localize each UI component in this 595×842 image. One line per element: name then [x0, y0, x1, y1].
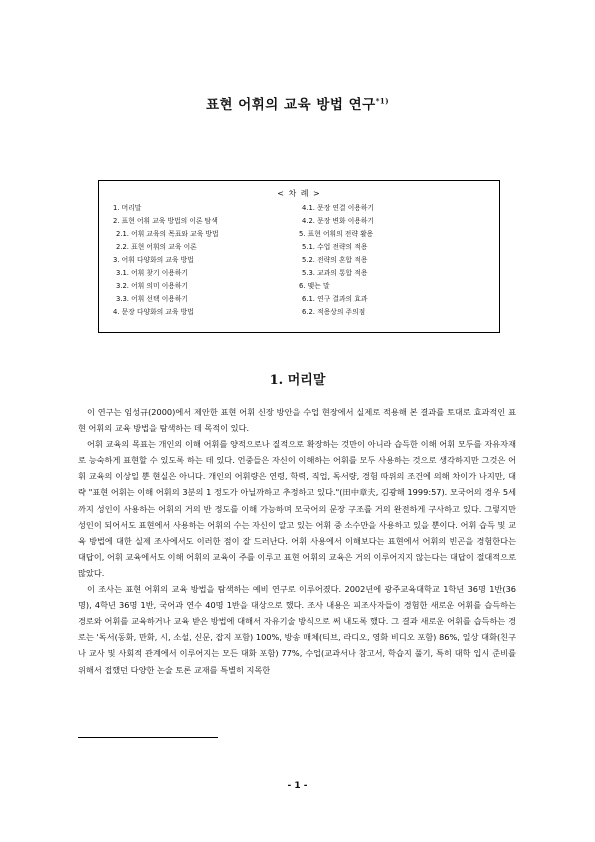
toc-item: 2.1. 어휘 교육의 목표와 교육 방법: [116, 230, 219, 238]
toc-left-column: [113, 202, 219, 319]
toc-right-column: [299, 202, 374, 319]
document-title: [0, 93, 595, 113]
toc-heading: < 차 례 >: [277, 189, 321, 198]
toc-item: 5.1. 수업 전략의 적용: [302, 243, 368, 251]
page-number: - 1 -: [287, 781, 308, 791]
toc-item: 4.2. 문장 변화 이용하기: [302, 217, 374, 225]
toc-item: 5. 표현 어휘의 전략 활용: [299, 230, 374, 238]
footnote-divider: [78, 737, 218, 738]
toc-item: 3. 어휘 다양화의 교육 방법: [113, 256, 194, 264]
paragraph: 이 연구는 임성규(2000)에서 제안한 표현 어휘 신장 방안을 수업 현장에서 실제로 적용해 본 결과를 토대로 효과적인 표현 어휘의 교육 방법을 탐색하는 데 목적이 있다.: [78, 407, 516, 434]
toc-item: 5.2. 전략의 혼합 적용: [302, 256, 368, 264]
toc-item: 3.1. 어휘 찾기 이용하기: [116, 269, 188, 277]
toc-item: 5.3. 교과의 통합 적용: [302, 269, 368, 277]
toc-item: 3.2. 어휘 의미 이용하기: [116, 282, 188, 290]
toc-item: 1. 머리말: [113, 204, 142, 212]
toc-item: 6.2. 적용상의 주의점: [302, 308, 366, 316]
paragraph: 이 조사는 표현 어휘의 교육 방법을 탐색하는 예비 연구로 이루어졌다. 2002년에 광주교육대학교 1학년 36명 1반(36명), 4학년 36명 1반, 국어과 연수 40명 1반을 대상으로 했다. 조사 내용은 피조사자들이 경험한 새로운 어휘를 습득하는 경로와 어휘를 교육하거나 교육 받은 방법에 대해서 자유기술 방식으로 써 내도록 했다. 그 결과 새로운 어휘를 습득하는 경로는 '독서(동화, 만화, 시, 소설, 신문, 잡지 포함) 100%, 방송 매체(티브, 라디오, 영화 비디오 포함) 86%, 일상 대화(친구나 교사 및 사회적 관계에서 이루어지는 모든 대화 포함) 77%, 수업(교과서나 참고서, 학습지 풀기, 특히 대학 입시 준비를 위해서 접했던 다양한 논술 토론 교재를 특별히 지목한: [78, 584, 516, 675]
section-heading: 1. 머리말: [269, 373, 326, 388]
toc-item: 4.1. 문장 연결 이용하기: [302, 204, 374, 212]
title-footnote-mark: *1): [375, 96, 390, 106]
paragraph: 어휘 교육의 목표는 개인의 이해 어휘를 양적으로나 질적으로 확장하는 것만이 아니라 습득한 이해 어휘 모두를 자유자재로 능숙하게 표현할 수 있도록 하는 데 있다. 언중들은 자신이 이해하는 어휘를 모두 사용하는 것으로 생각하지만 그것은 어휘 교육의 이상일 뿐 현실은 아니다. 개인의 어휘량은 연령, 학력, 직업, 독서량, 경험 따위의 조건에 의해 차이가 나지만, 대략 "표현 어휘는 이해 어휘의 3분의 1 정도가 아닐까하고 추정하고 있다."(田中章夫, 김광해 1999:57). 모국어의 경우 5세까지 성인이 사용하는 어휘의 거의 반 정도를 이해 가능하며 모국어의 문장 구조를 거의 완전하게 구사하고 있다. 그렇지만 성인이 되어서도 표현에서 사용하는 어휘의 수는 자신이 알고 있는 어휘 중 소수만을 사용하고 있을 뿐이다. 어휘 습득 및 교육 방법에 대한 실제 조사에서도 이러한 점이 잘 드러난다. 어휘 사용에서 이해보다는 표현에서 어휘의 빈곤을 경험한다는 대답이, 어휘 교육에서도 이해 어휘의 교육이 주를 이루고 표현 어휘의 교육은 거의 이루어지지 않는다는 대답이 절대적으로 많았다.: [78, 439, 516, 578]
table-of-contents: [98, 180, 500, 333]
toc-item: 2.2. 표현 어휘의 교육 이론: [116, 243, 197, 251]
body-text: [78, 404, 516, 678]
toc-item: 6.1. 연구 결과의 효과: [302, 295, 368, 303]
toc-item: 4. 문장 다양화의 교육 방법: [113, 308, 194, 316]
toc-item: 6. 맺는 말: [299, 282, 330, 290]
title-text: 표현 어휘의 교육 방법 연구: [205, 97, 376, 113]
toc-item: 3.3. 어휘 선택 이용하기: [116, 295, 188, 303]
toc-item: 2. 표현 어휘 교육 방법의 이론 탐색: [113, 217, 218, 225]
